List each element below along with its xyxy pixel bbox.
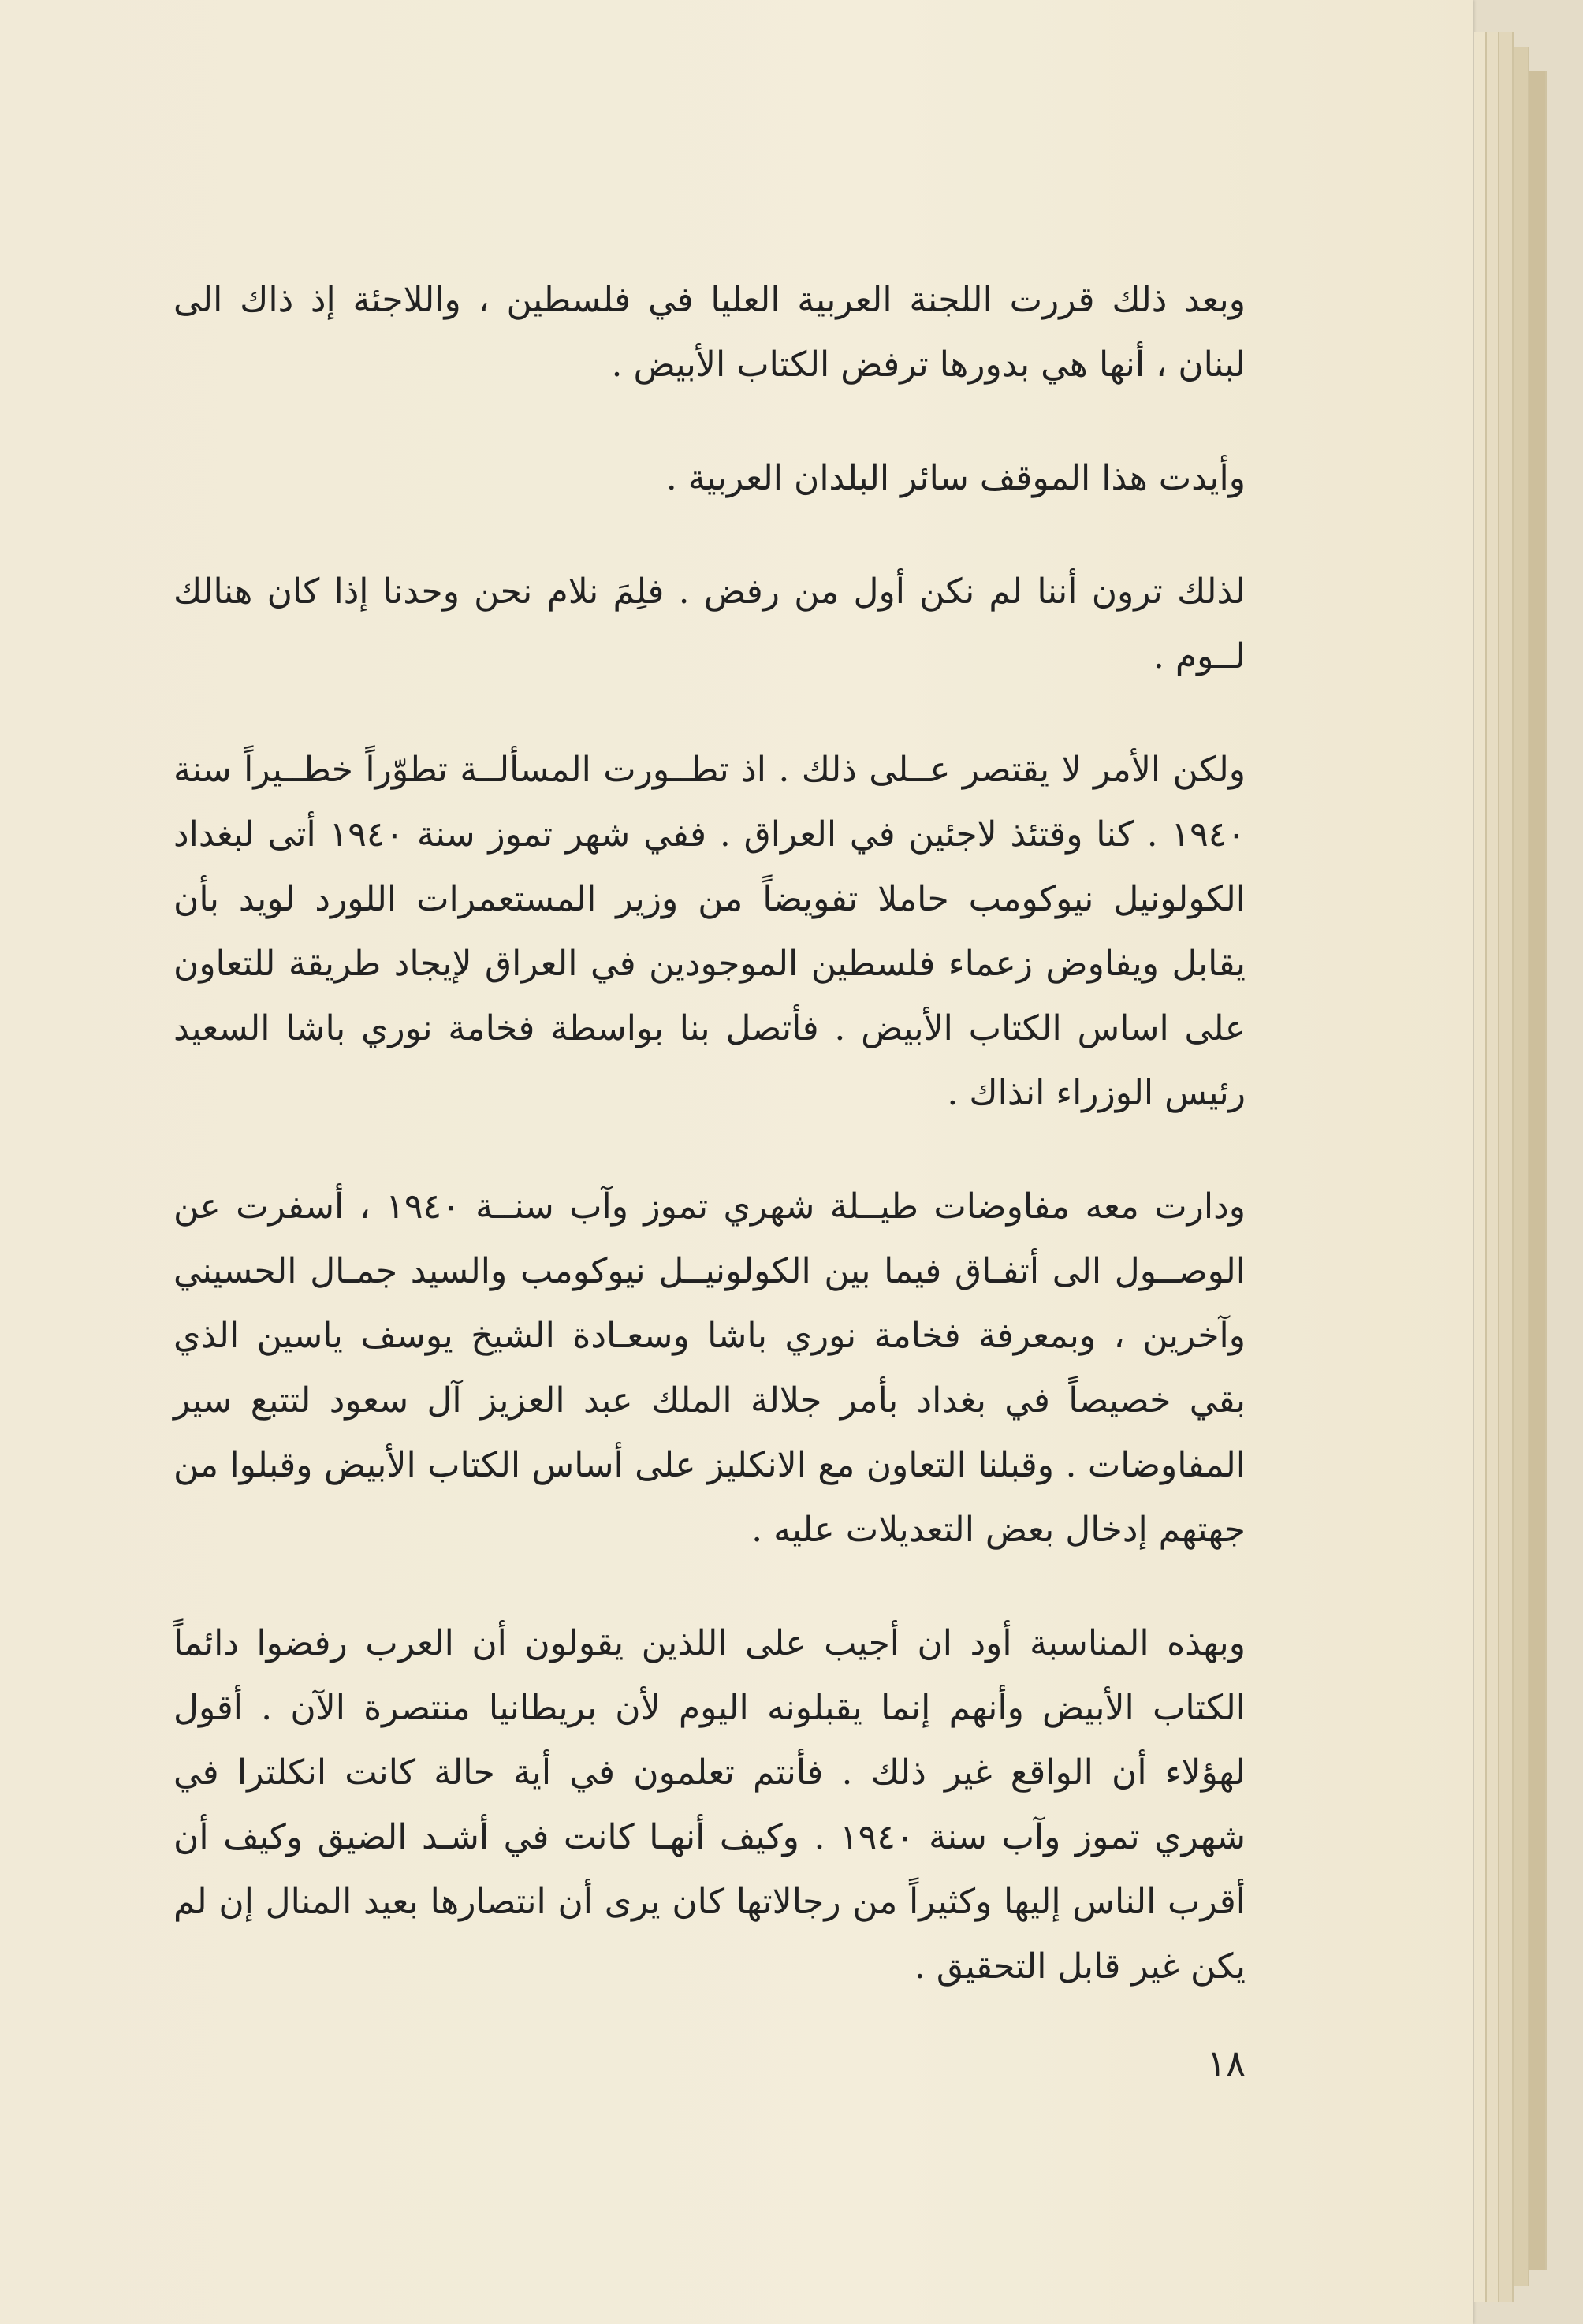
paragraph-6: وبهذه المناسبة أود ان أجيب على اللذين يقولون أن العرب رفضوا دائماً الكتاب الأبيض وأنهم إنما يقبلونه اليوم لأن بريطانيا منتصرة الآن . أقول لهؤلاء أن الواقع غير ذلك . فأنتم تعلمون في أية حالة كانت انكلترا في شهري تموز وآب سنة ١٩٤٠ . وكيف أنهـا كانت في أشـد الضيق وكيف أن أقرب الناس إليها وكثيراً من رجالاتها كان يرى أن انتصارها بعيد المنال إن لم يكن غير قابل التحقيق .	[173, 1623, 1246, 1987]
paragraph-5: ودارت معه مفاوضات طيــلة شهري تموز وآب سنــة ١٩٤٠ ، أسفرت عن الوصــول الى أتفـاق فيما بين الكولونيــل نيوكومب والسيد جمـال الحسيني وآخرين ، وبمعرفة فخامة نوري باشا وسعـادة الشيخ يوسف ياسين الذي بقي خصيصاً في بغداد بأمر جلالة الملك عبد العزيز آل سعود لتتبع سير المفاوضات . وقبلنا التعاون مع الانكليز على أساس الكتاب الأبيض وقبلوا من جهتهم إدخال بعض التعديلات عليه .	[173, 1186, 1246, 1550]
paragraph-1: وبعد ذلك قررت اللجنة العربية العليا في فلسطين ، واللاجئة إذ ذاك الى لبنان ، أنها هي بدورها ترفض الكتاب الأبيض .	[173, 280, 1246, 385]
page-edge-5	[1529, 71, 1547, 2270]
paragraph-3: لذلك ترون أننا لم نكن أول من رفض . فلِمَ نلام نحن وحدنا إذا كان هنالك لــوم .	[173, 572, 1246, 676]
page-body-text	[173, 268, 1246, 2048]
page-edge-3	[1499, 32, 1514, 2302]
page-edge-1	[1474, 32, 1487, 2302]
page-edge-4	[1514, 47, 1529, 2286]
page-number: ١٨	[1206, 2042, 1246, 2084]
page-edge-2	[1487, 32, 1499, 2302]
paragraph-2: وأيدت هذا الموقف سائر البلدان العربية .	[665, 458, 1246, 498]
paragraph-4: ولكن الأمر لا يقتصر عــلى ذلك . اذ تطــورت المسألــة تطوّراً خطــيراً سنة ١٩٤٠ . كنا وقتئذ لاجئين في العراق . ففي شهر تموز سنة ١٩٤٠ أتى لبغداد الكولونيل نيوكومب حاملا تفويضاً من وزير المستعمرات اللورد لويد بأن يقابل ويفاوض زعماء فلسطين الموجودين في العراق لإيجاد طريقة للتعاون على اساس الكتاب الأبيض . فأتصل بنا بواسطة فخامة نوري باشا السعيد رئيس الوزراء انذاك .	[173, 750, 1246, 1113]
